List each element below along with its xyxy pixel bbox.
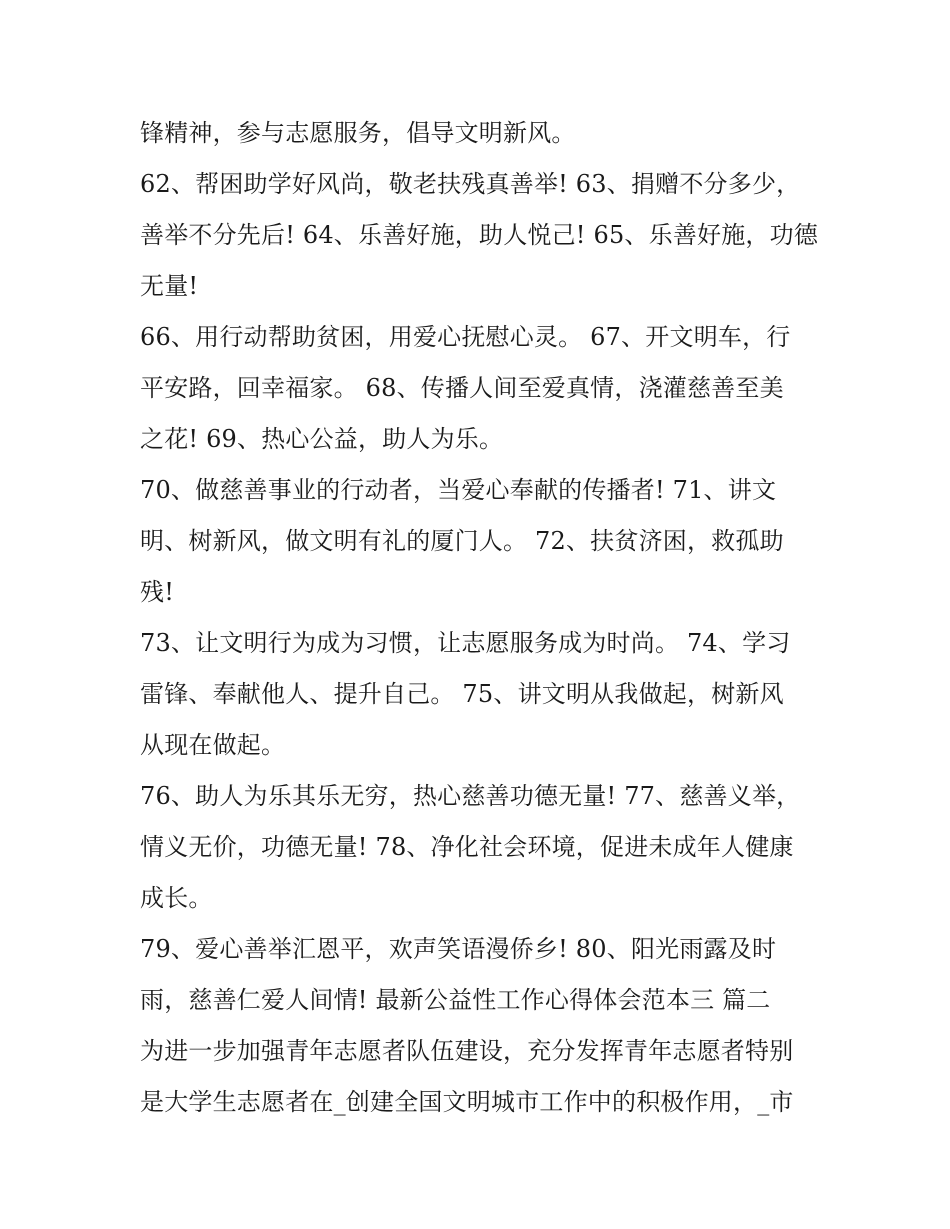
text-line: 成长。 bbox=[140, 884, 213, 912]
text-line: 70、做慈善事业的行动者，当爱心奉献的传播者! 71、讲文 bbox=[140, 476, 777, 504]
text-line: 残! bbox=[140, 578, 175, 606]
text-line: 无量! bbox=[140, 272, 199, 300]
text-line: 之花! 69、热心公益，助人为乐。 bbox=[140, 425, 504, 453]
text-line: 62、帮困助学好风尚，敬老扶残真善举! 63、捐赠不分多少， bbox=[140, 170, 801, 198]
text-line: 善举不分先后! 64、乐善好施，助人悦己! 65、乐善好施，功德 bbox=[140, 221, 819, 249]
text-line: 情义无价，功德无量! 78、净化社会环境，促进未成年人健康 bbox=[140, 833, 794, 861]
text-line: 79、爱心善举汇恩平，欢声笑语漫侨乡! 80、阳光雨露及时 bbox=[140, 935, 777, 963]
text-line: 73、让文明行为成为习惯，让志愿服务成为时尚。 74、学习 bbox=[140, 629, 791, 657]
body-text bbox=[140, 108, 830, 1128]
text-line: 从现在做起。 bbox=[140, 731, 286, 759]
text-line: 为进一步加强青年志愿者队伍建设，充分发挥青年志愿者特别 bbox=[140, 1037, 794, 1065]
text-line: 锋精神，参与志愿服务，倡导文明新风。 bbox=[140, 119, 576, 147]
text-line: 66、用行动帮助贫困，用爱心抚慰心灵。 67、开文明车，行 bbox=[140, 323, 791, 351]
text-line: 76、助人为乐其乐无穷，热心慈善功德无量! 77、慈善义举， bbox=[140, 782, 801, 810]
text-line: 雷锋、奉献他人、提升自己。 75、讲文明从我做起，树新风 bbox=[140, 680, 784, 708]
text-line: 雨，慈善仁爱人间情! 最新公益性工作心得体会范本三 篇二 bbox=[140, 986, 771, 1014]
text-line: 平安路，回幸福家。 68、传播人间至爱真情，浇灌慈善至美 bbox=[140, 374, 784, 402]
text-line: 明、树新风，做文明有礼的厦门人。 72、扶贫济困，救孤助 bbox=[140, 527, 784, 555]
text-line: 是大学生志愿者在_创建全国文明城市工作中的积极作用，_市 bbox=[140, 1088, 794, 1116]
